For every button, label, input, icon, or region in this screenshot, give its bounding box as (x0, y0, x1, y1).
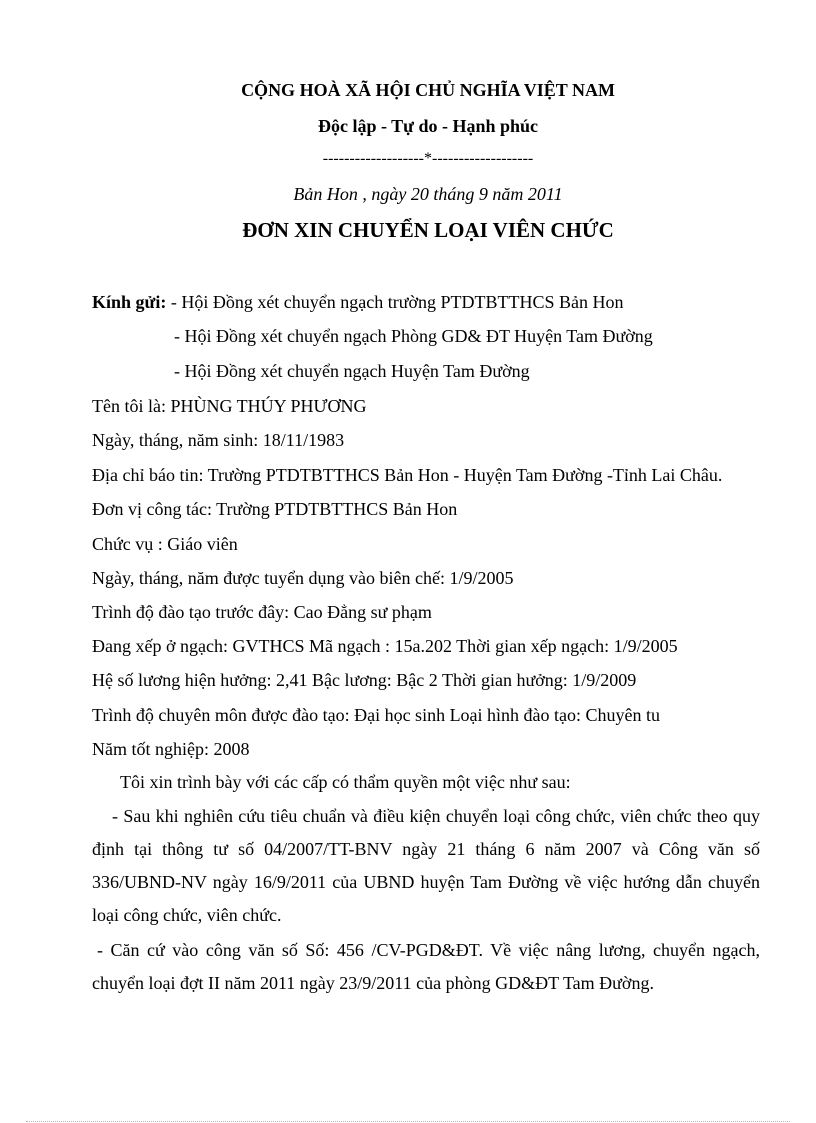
national-title: CỘNG HOÀ XÃ HỘI CHỦ NGHĨA VIỆT NAM (241, 80, 615, 100)
header-separator: -------------------*------------------- (322, 150, 534, 167)
body-paragraph: - Căn cứ vào công văn số Số: 456 /CV-PGD&ĐT. Về việc nâng lương, chuyển ngạch, chuyển loại đợt II năm 2011 ngày 23/9/2011 của phòng GD&ĐT Tam Đường. (92, 940, 760, 993)
field-graduation-year: Năm tốt nghiệp: 2008 (92, 739, 250, 759)
page-bottom-rule (26, 1121, 790, 1122)
body-intro: Tôi xin trình bày với các cấp có thẩm quyền một việc như sau: (120, 772, 571, 792)
field-birth-date: Ngày, tháng, năm sinh: 18/11/1983 (92, 430, 345, 450)
recipients-label: Kính gửi: (92, 292, 167, 312)
recipient-item: - Hội Đồng xét chuyển ngạch trường PTDTBTTHCS Bản Hon (166, 292, 624, 312)
recipient-line-1 (92, 292, 624, 313)
field-recruitment-date: Ngày, tháng, năm được tuyển dụng vào biên chế: 1/9/2005 (92, 568, 514, 588)
place-date: Bản Hon , ngày 20 tháng 9 năm 2011 (293, 184, 563, 204)
field-current-grade: Đang xếp ở ngạch: GVTHCS Mã ngạch : 15a.202 Thời gian xếp ngạch: 1/9/2005 (92, 636, 678, 656)
field-previous-training: Trình độ đào tạo trước đây: Cao Đẳng sư phạm (92, 602, 432, 622)
field-salary-coefficient: Hệ số lương hiện hưởng: 2,41 Bậc lương: Bậc 2 Thời gian hưởng: 1/9/2009 (92, 670, 637, 690)
field-full-name: Tên tôi là: PHÙNG THÚY PHƯƠNG (92, 396, 367, 416)
field-qualification: Trình độ chuyên môn được đào tạo: Đại học sinh Loại hình đào tạo: Chuyên tu (92, 705, 661, 725)
recipient-item: - Hội Đồng xét chuyển ngạch Phòng GD& ĐT Huyện Tam Đường (174, 326, 653, 346)
body-paragraph: - Sau khi nghiên cứu tiêu chuẩn và điều kiện chuyển loại công chức, viên chức theo quy định tại thông tư số 04/2007/TT-BNV ngày 21 tháng 6 năm 2007 và Công văn số 336/UBND-NV ngày 16/9/2011 của UBND huyện Tam Đường về việc hướng dẫn chuyển loại công chức, viên chức. (92, 806, 760, 925)
field-position: Chức vụ : Giáo viên (92, 534, 238, 554)
document-title: ĐƠN XIN CHUYỂN LOẠI VIÊN CHỨC (242, 218, 614, 242)
field-address: Địa chỉ báo tin: Trường PTDTBTTHCS Bản Hon - Huyện Tam Đường -Tỉnh Lai Châu. (92, 465, 723, 485)
field-workplace: Đơn vị công tác: Trường PTDTBTTHCS Bản Hon (92, 499, 458, 519)
recipient-item: - Hội Đồng xét chuyển ngạch Huyện Tam Đường (174, 361, 530, 381)
motto: Độc lập - Tự do - Hạnh phúc (317, 116, 539, 136)
